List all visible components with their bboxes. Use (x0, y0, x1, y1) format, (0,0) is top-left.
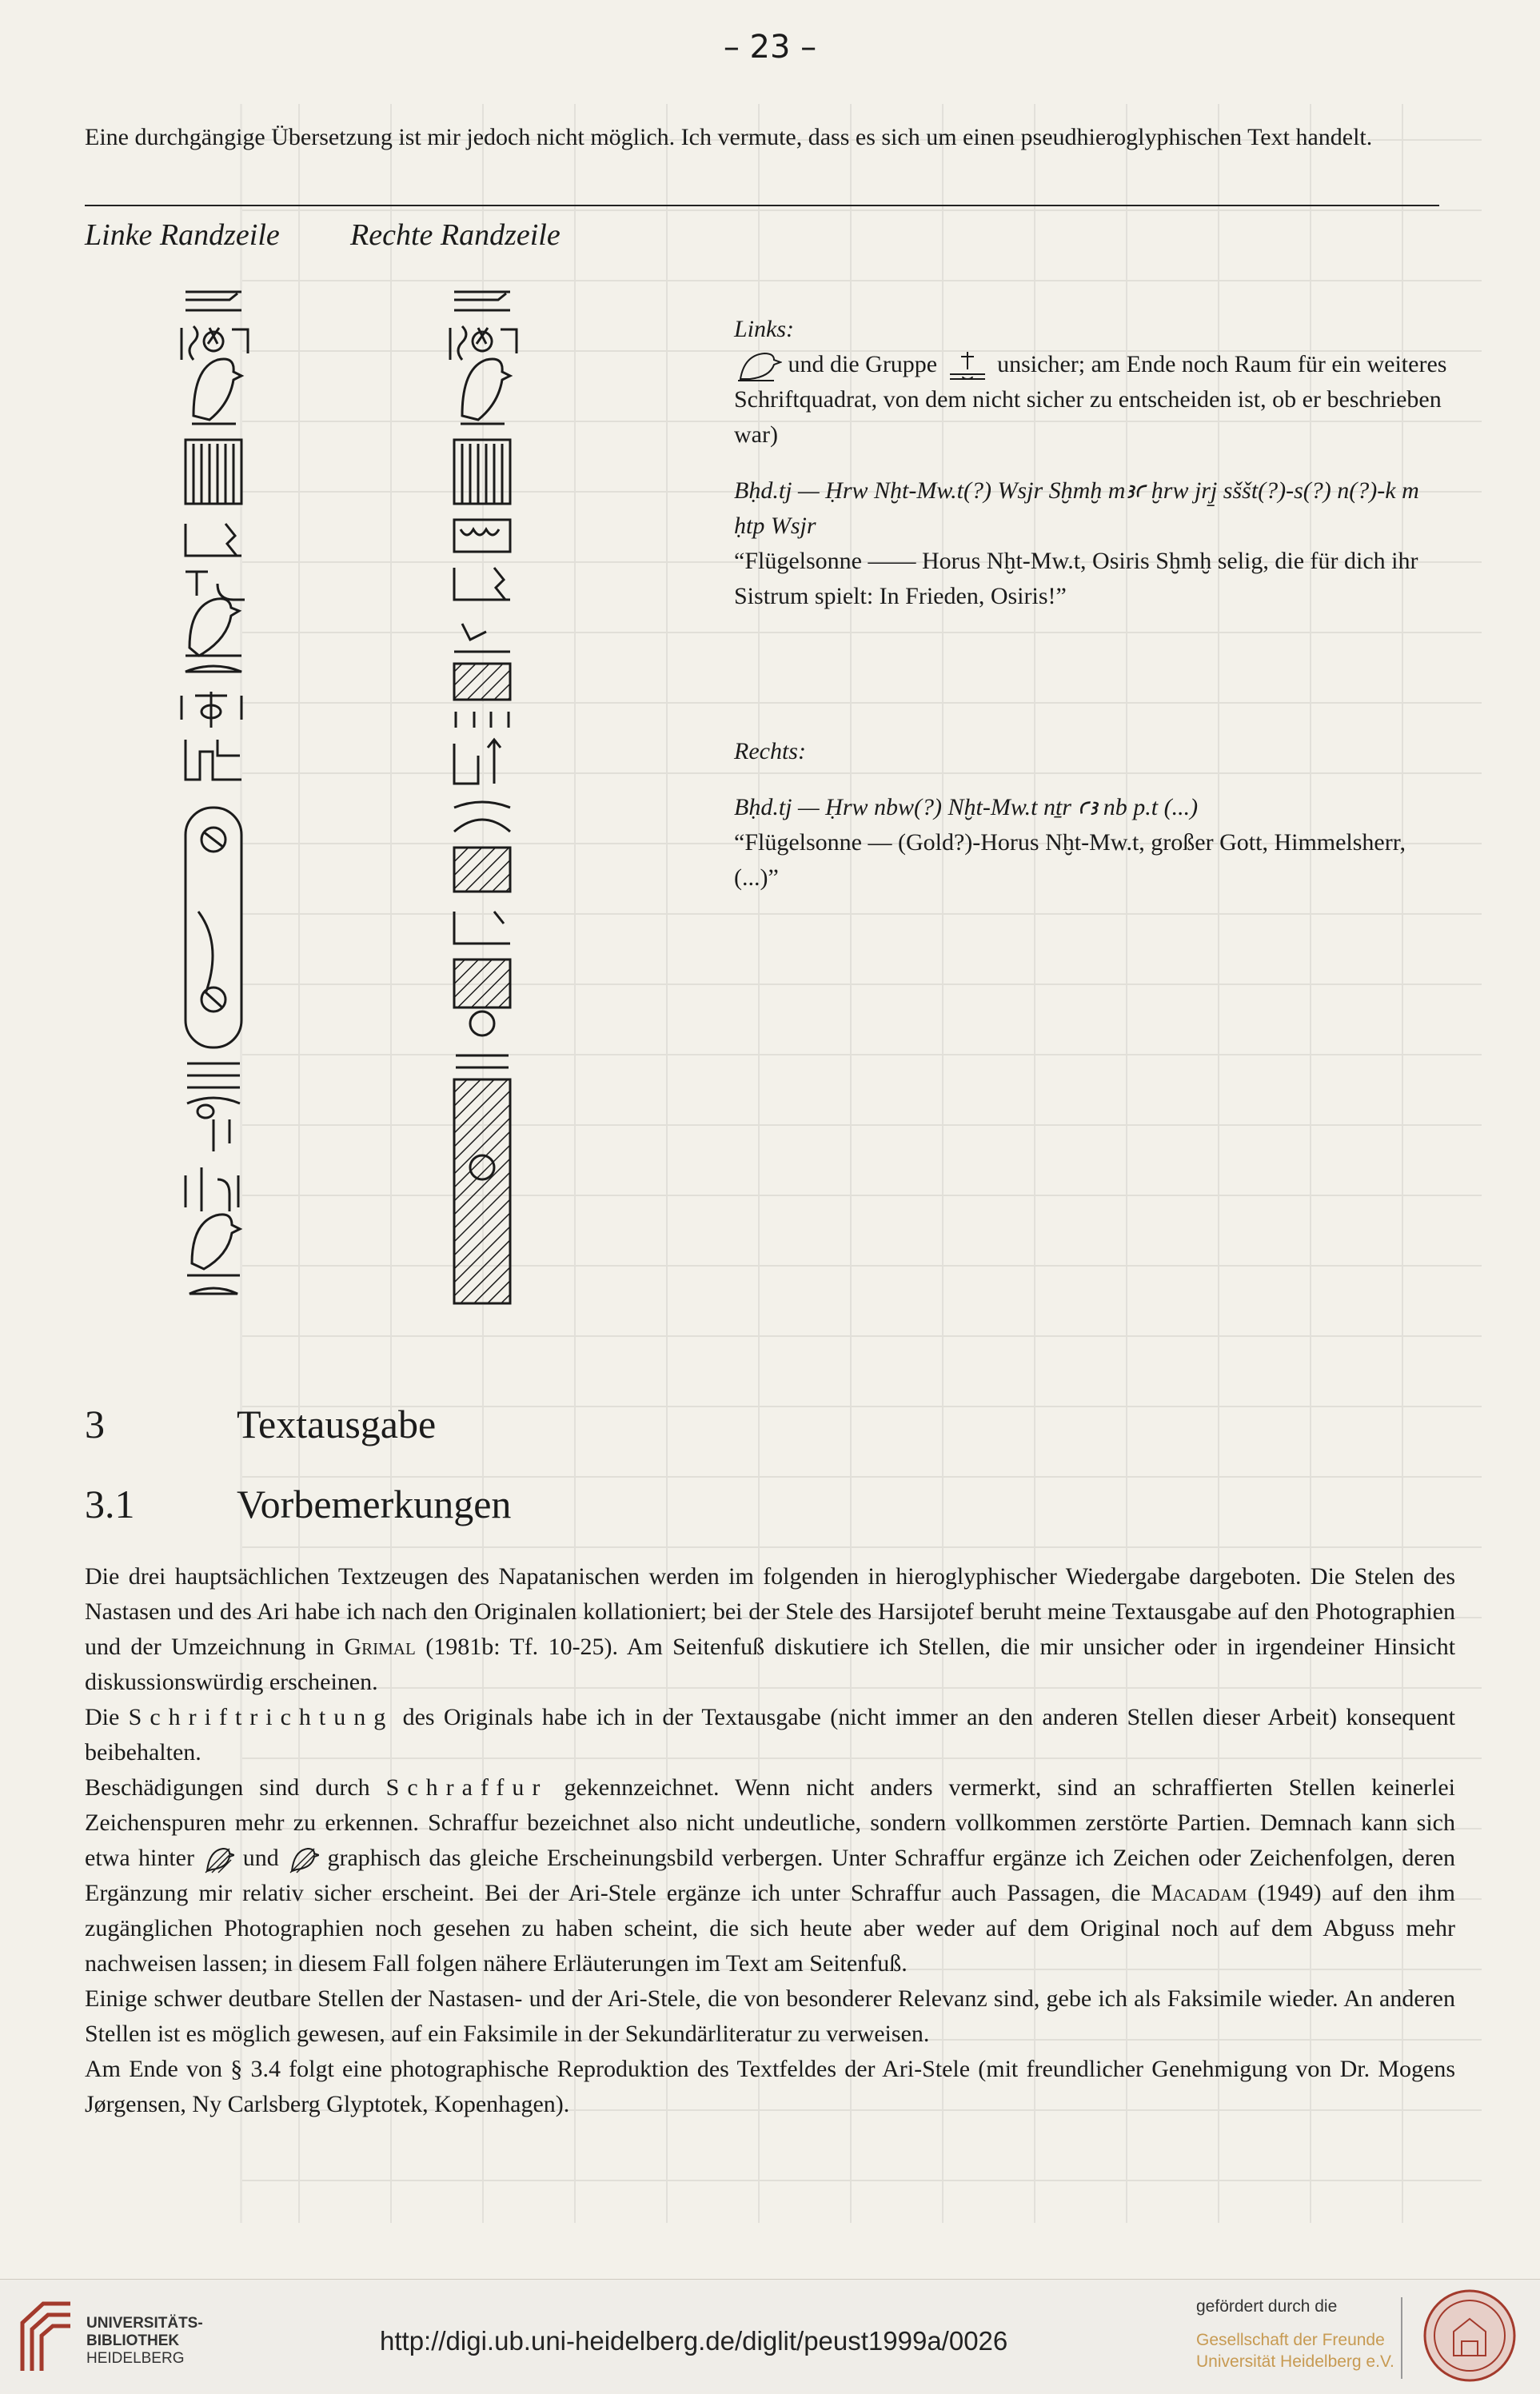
ub-heidelberg-logo-icon (16, 2297, 74, 2377)
group-glyph-icon (944, 350, 991, 382)
p2-spaced-word: Schriftrichtung (128, 1704, 394, 1730)
p3-a: Beschädigungen sind durch (85, 1774, 370, 1801)
hieroglyph-column-right (438, 280, 526, 1323)
digitization-footer (0, 2279, 1540, 2394)
paragraph-3 (85, 1770, 1455, 1981)
divider-rule (85, 205, 1439, 206)
subsection-title: Vorbemerkungen (237, 1482, 512, 1526)
heading-right-margin-line: Rechte Randzeile (350, 218, 561, 252)
ub-line-1: UNIVERSITÄTS- (86, 2315, 203, 2332)
links-note-b: unsicher; am Ende noch Raum für ein weiteres Schriftquadrat, von dem nicht sicher zu entscheiden ist, ob er beschrieben war) (734, 351, 1447, 449)
heading-left-margin-line: Linke Randzeile (85, 218, 280, 252)
society-line-1: Gesellschaft der Freunde (1196, 2331, 1385, 2349)
body-text (85, 1559, 1455, 2122)
intro-paragraph: Eine durchgängige Übersetzung ist mir jedoch nicht möglich. Ich vermute, dass es sich um einen pseudhieroglyphischen Text handelt. (85, 124, 1373, 150)
footer-divider (1401, 2297, 1402, 2379)
society-name (1196, 2329, 1394, 2372)
permalink-url[interactable]: http://digi.ub.uni-heidelberg.de/diglit/peust1999a/0026 (380, 2326, 1008, 2356)
section-title: Textausgabe (237, 1402, 437, 1446)
links-note (734, 347, 1454, 453)
ub-line-3: HEIDELBERG (86, 2350, 185, 2367)
paragraph-4: Einige schwer deutbare Stellen der Nastasen- und der Ari-Stele, die von besonderer Relevanz sind, gebe ich als Faksimile wieder. An anderen Stellen ist es möglich gewesen, auf ein Faksimile in der Sekundärliteratur zu verweisen. (85, 1985, 1455, 2047)
p3-und: und (242, 1845, 279, 1871)
p3-c: graphisch das gleiche Erscheinungsbild verbergen. Unter Schraffur ergänze ich Zeichen oder Zeichenfolgen, deren Ergänzung mir relativ sicher erscheint. Bei der Ari-Stele ergänze ich unter Schraffur auch Passagen, die (85, 1845, 1456, 1906)
links-label: Links: (734, 316, 794, 342)
author-grimal: Grimal (344, 1634, 416, 1660)
hieroglyphs-left-icon (170, 280, 257, 1319)
funded-by-label: gefördert durch die (1196, 2297, 1338, 2316)
p2-b: des Originals habe ich in der Textausgabe (nicht immer an den anderen Stellen dieser Arbeit) konsequent beibehalten. (85, 1704, 1456, 1766)
vulture-glyph-icon (734, 350, 782, 382)
p1-text: Die drei hauptsächlichen Textzeugen des Napatanischen werden im folgenden in hieroglyphischer Wiedergabe dargeboten. Die Stelen des Nastasen und des Ari habe ich nach den Originalen kollationiert; bei der Stele des Harsijotef beruht meine Textausgabe auf den Photographien und der Umzeichnung in (85, 1563, 1455, 1660)
links-transliteration: Bḥd.tj — Ḥrw Nḫt-Mw.t(?) Wsjr Sḫmḫ mꜣꜥ ḫrw jrj̱ sššt(?)-s(?) n(?)-k m ḥtp Wsjr (734, 477, 1419, 540)
links-translation: “Flügelsonne —— Horus Nḫt-Mw.t, Osiris Sḫmḫ selig, die für dich ihr Sistrum spielt: In Frieden, Osiris!” (734, 548, 1418, 610)
rechts-transliteration: Bḥd.tj — Ḥrw nbw(?) Nḫt-Mw.t nṯr ꜥꜣ nb p.t (...) (734, 794, 1199, 821)
author-macadam: Macadam (1151, 1880, 1247, 1906)
ub-line-2: BIBLIOTHEK (86, 2332, 180, 2349)
rechts-translation: “Flügelsonne — (Gold?)-Horus Nḫt-Mw.t, großer Gott, Himmelsherr, (...)” (734, 829, 1406, 892)
section-number: 3 (85, 1402, 105, 1446)
p2-a: Die (85, 1704, 120, 1730)
subsection-number: 3.1 (85, 1482, 135, 1526)
paragraph-2 (85, 1700, 1455, 1770)
page-number: – 23 – (723, 29, 817, 66)
paragraph-1 (85, 1559, 1455, 1700)
hatched-glyph-alt-icon (287, 1845, 319, 1874)
university-seal-icon (1422, 2288, 1518, 2384)
links-note-a: und die Gruppe (788, 351, 938, 377)
notes-left (734, 312, 1454, 896)
hatched-glyph-icon (202, 1845, 234, 1874)
hieroglyphs-right-icon (438, 280, 526, 1319)
p3-spaced-word: Schraffur (385, 1774, 549, 1801)
p3-b: gekennzeichnet. Wenn nicht anders vermerkt, sind an schraffierten Stellen keinerlei Zeichenspuren mehr zu erkennen. Schraffur bezeichnet also nicht undeutliche, sondern vollkommen zerstörte Partien. Demnach kann sich etwa hinter (85, 1774, 1456, 1871)
p3-d: (1949) auf den ihm zugänglichen Photographien noch gesehen zu haben scheint, die sich heute aber weder auf dem Original noch auf dem Abguss mehr nachweisen lassen; in diesem Fall folgen nähere Erläuterungen im Text am Seitenfuß. (85, 1880, 1455, 1977)
society-line-2: Universität Heidelberg e.V. (1196, 2352, 1394, 2371)
p1-end: (1981b: Tf. 10-25). Am Seitenfuß diskutiere ich Stellen, die mir unsicher oder in irgendeiner Hinsicht diskussionswürdig erscheinen. (85, 1634, 1456, 1695)
paragraph-5: Am Ende von § 3.4 folgt eine photographische Reproduktion des Textfeldes der Ari-Stele (mit freundlicher Genehmigung von Dr. Mogens Jørgensen, Ny Carlsberg Glyptotek, Kopenhagen). (85, 2056, 1455, 2117)
rechts-label: Rechts: (734, 738, 806, 765)
ub-name (86, 2315, 203, 2368)
hieroglyph-column-left (170, 280, 257, 1323)
